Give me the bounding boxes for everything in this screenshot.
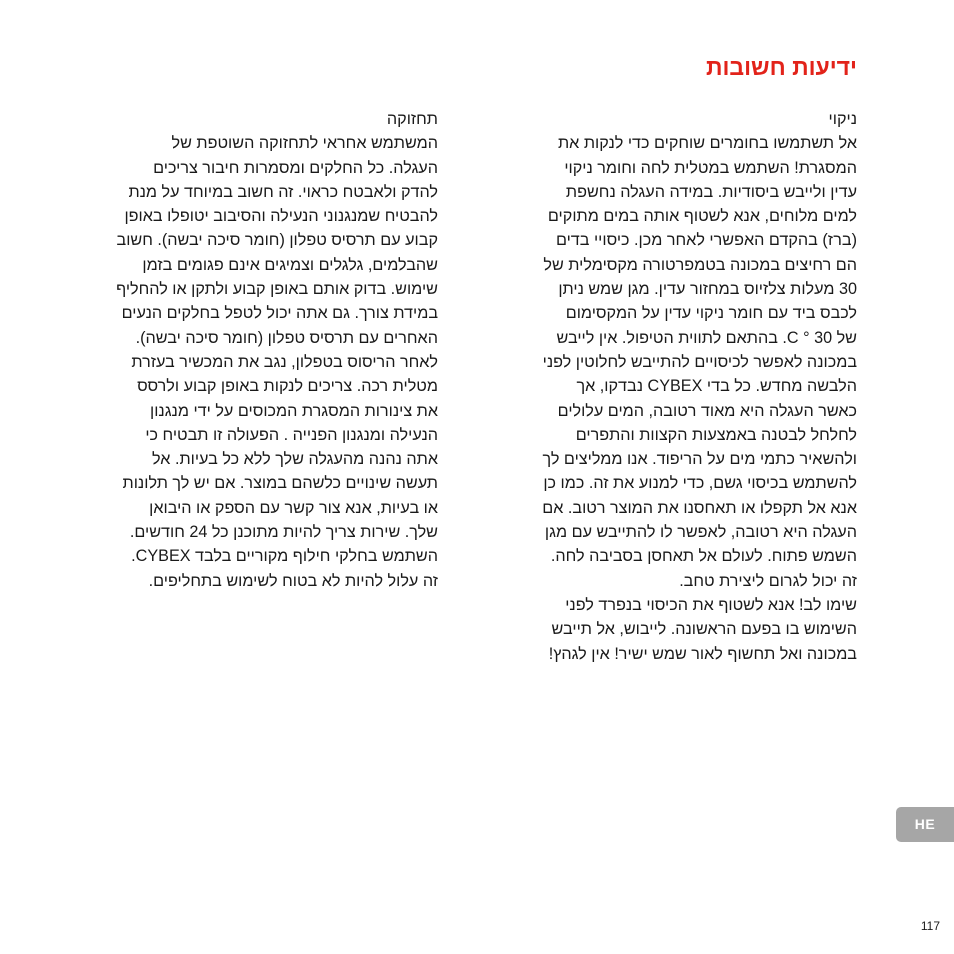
text-line: להדק ולאבטח כראוי. זה חשוב במיוחד על מנת	[128, 182, 438, 201]
text-line: השימוש בו בפעם הראשונה. לייבוש, אל תייבש	[551, 620, 857, 639]
text-line: העגלה. כל החלקים ומסמרות חיבור צריכים	[153, 158, 438, 177]
cleaning-section	[487, 107, 857, 666]
maintenance-section	[58, 107, 438, 593]
text-line: תעשה שינויים כלשהם במוצר. אם יש לך תלונות	[122, 474, 438, 493]
text-line: אנא אל תקפלו או תאחסנו את המוצר רטוב. אם	[542, 498, 857, 517]
text-line: במכונה ואל תחשוף לאור שמש ישיר! אין לגהץ!	[548, 644, 857, 663]
maintenance-heading: תחזוקה	[386, 110, 438, 128]
text-line: ולהשאיר כתמי מים על הריפוד. אנו ממליצים לך	[542, 450, 857, 469]
text-line: זה יכול לגרום ליצירת טחב.	[679, 571, 857, 590]
text-line: השמש פתוח. לעולם אל תאחסן בסביבה לחה.	[550, 547, 857, 566]
text-line: אתה נהנה מהעגלה שלך ללא כל בעיות. אל	[152, 450, 438, 469]
page-number: 117	[920, 919, 940, 933]
text-line: לחלחל לבטנה באמצעות הקצוות והתפרים	[575, 425, 857, 444]
maintenance-body	[58, 131, 438, 593]
text-line: הלבשה מחדש. כל בדי CYBEX נבדקו, אך	[576, 377, 857, 396]
text-line: שימו לב! אנא לשטוף את הכיסוי בנפרד לפני	[565, 595, 857, 614]
text-line: המסגרת! השתמש במטלית לחה וחומר ניקוי	[564, 158, 857, 177]
text-line: הנעילה ומנגנון הפנייה . הפעולה זו תבטיח כי	[145, 425, 438, 444]
text-line: שלך. שירות צריך להיות מתוכנן כל 24 חודשים.	[129, 523, 438, 542]
cleaning-heading: ניקוי	[828, 110, 857, 128]
text-line: העגלה היא רטובה, לאפשר לו להתייבש עם מגן	[544, 523, 857, 542]
text-line: מטלית רכה. צריכים לנקות באופן קבוע ולרסס	[137, 377, 438, 396]
text-line: המשתמש אחראי לתחזוקה השוטפת של	[171, 134, 438, 153]
text-line: את צינורות המסגרת המכוסים על ידי מנגנון	[150, 401, 438, 420]
text-line: זה עלול להיות לא בטוח לשימוש בתחליפים.	[148, 571, 438, 590]
text-line: שימוש. בדוק אותם באופן קבוע ולתקן או להחליף	[116, 280, 438, 299]
text-line: הם רחיצים במכונה בטמפרטורה מקסימלית של	[543, 255, 857, 274]
text-line: במכונה לאפשר לכיסויים להתייבש לחלוטין לפני	[542, 352, 857, 371]
text-line: קבוע עם תרסיס טפלון (חומר סיכה יבשה). חשוב	[116, 231, 438, 250]
text-line: למים מלוחים, אנא לשטוף אותה במים מתוקים	[547, 207, 857, 226]
text-line: או בעיות, אנא צור קשר עם הספק או היבואן	[149, 498, 438, 517]
text-line: במידת צורך. גם אתה יכול לטפל בחלקים הנעים	[121, 304, 438, 323]
text-line: 30 מעלות צלזיוס במחזור עדין. מגן שמש ניתן	[558, 280, 857, 299]
text-line: עדין ולייבש ביסודיות. במידה העגלה נחשפת	[565, 182, 857, 201]
text-line: אל תשתמשו בחומרים שוחקים כדי לנקות את	[557, 134, 857, 153]
text-line: השתמש בחלקי חילוף מקוריים בלבד CYBEX.	[131, 547, 438, 566]
text-line: לכבס ביד עם חומר ניקוי עדין על המקסימום	[565, 304, 857, 323]
cleaning-body	[487, 131, 857, 666]
text-line: כאשר העגלה היא מאוד רטובה, המים עלולים	[557, 401, 857, 420]
text-line: להשתמש בכיסוי גשם, כדי למנוע את זה. כמו כן	[543, 474, 857, 493]
page-title: ידיעות חשובות	[705, 54, 857, 80]
text-line: להבטיח שמנגנוני הנעילה והסיבוב יטופלו באופן	[124, 207, 438, 226]
text-line: לאחר הריסוס בטפלון, נגב את המכשיר בעזרת	[131, 352, 438, 371]
language-tab: HE	[896, 807, 954, 842]
text-line: (ברז) בהקדם האפשרי לאחר מכן. כיסויי בדים	[555, 231, 857, 250]
text-line: שהבלמים, גלגלים וצמיגים אינם פגומים בזמן	[142, 255, 438, 274]
text-line: האחרים עם תרסיס טפלון (חומר סיכה יבשה).	[135, 328, 438, 347]
text-line: של 30 ° C. בהתאם לתווית הטיפול. אין לייבש	[556, 328, 857, 347]
